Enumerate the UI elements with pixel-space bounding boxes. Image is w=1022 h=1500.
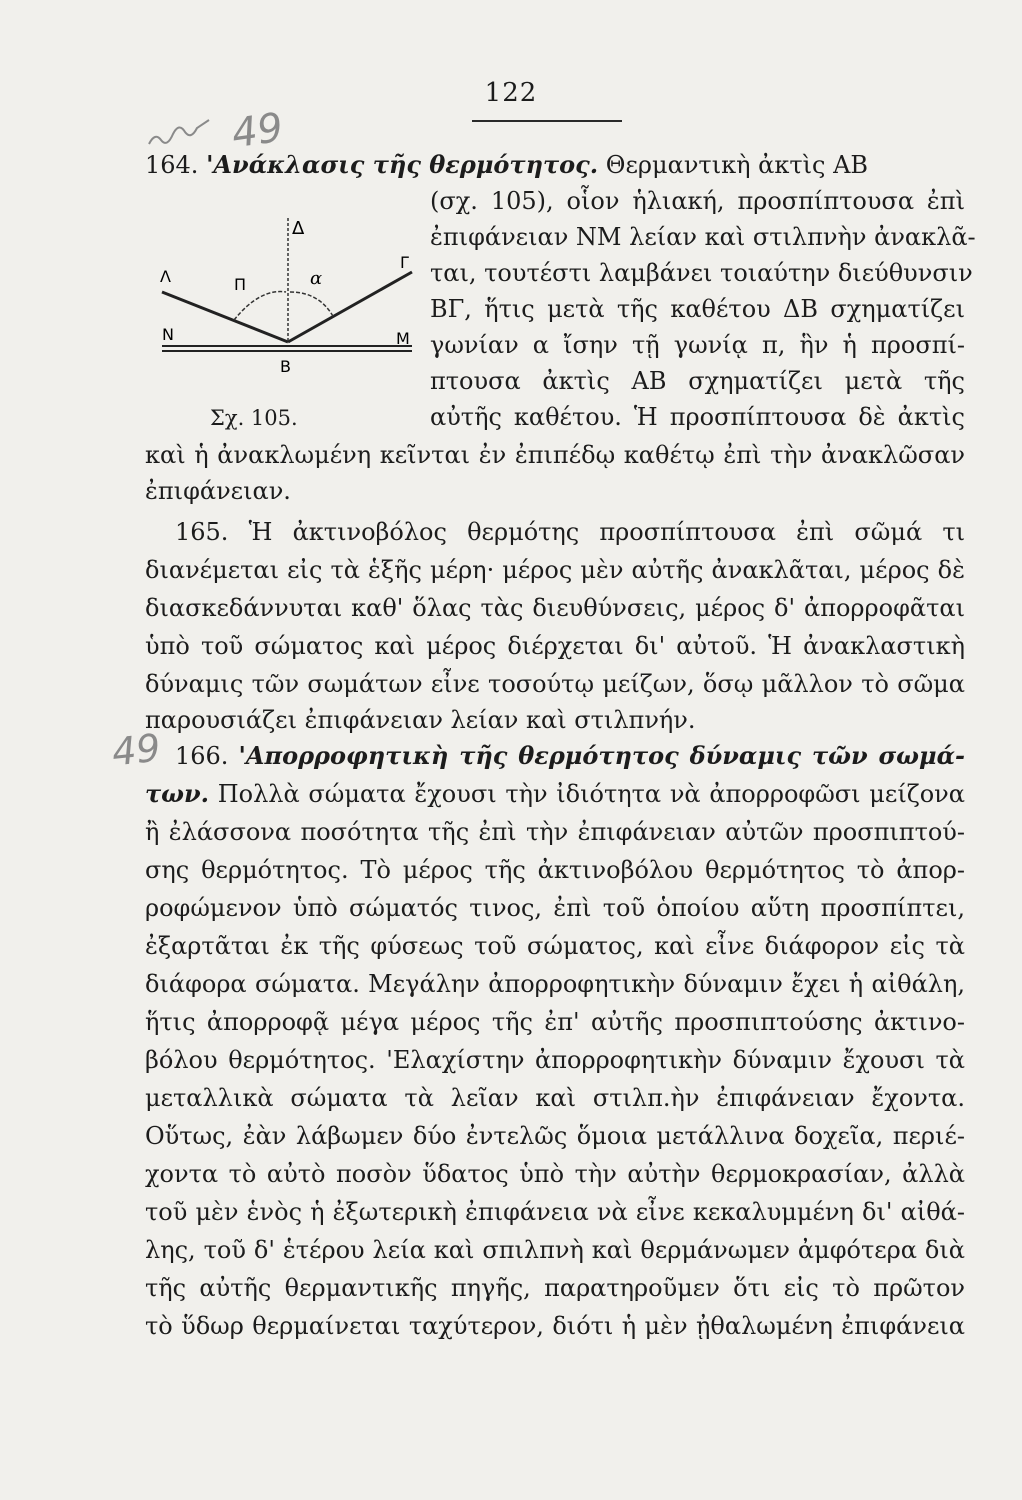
section-164-line: γωνίαν α ἴσην τῇ γωνίᾳ π, ἣν ἡ προσπί- — [430, 331, 965, 359]
section-166-line: ἥτις ἀπορροφᾷ μέγα μέρος τῆς ἐπ' αὐτῆς προσπιπτούσης ἀκτινο- — [145, 1008, 965, 1036]
label-beta: Β — [280, 357, 291, 376]
section-165-line: δύναμις τῶν σωμάτων εἶνε τοσούτῳ μείζων, ὅσῳ μᾶλλον τὸ σῶμα — [145, 670, 965, 698]
figure-caption: Σχ. 105. — [210, 406, 298, 430]
section-166-number: 166. — [175, 742, 229, 770]
section-164-line: καὶ ἡ ἀνακλωμένη κεῖνται ἐν ἐπιπέδῳ καθέτῳ ἐπὶ τὴν ἀνακλῶσαν — [145, 441, 965, 469]
section-164-title: 'Ανάκλασις τῆς θερμότητος. — [206, 150, 599, 179]
section-164-first-line — [145, 150, 868, 180]
section-166-line: τὸ ὕδωρ θερμαίνεται ταχύτερον, διότι ἡ μὲν ᾐθαλωμένη ἐπιφάνεια — [145, 1312, 965, 1340]
section-166-title: 'Απορροφητικὴ τῆς θερμότητος δύναμις τῶν σωμά- — [238, 741, 965, 770]
angle-alpha-arc — [290, 292, 334, 318]
section-166-line: βόλου θερμότητος. 'Ελαχίστην ἀπορροφητικὴν δύναμιν ἔχουσι τὰ — [145, 1046, 965, 1074]
section-165-line: διασκεδάννυται καθ' ὅλας τὰς διευθύνσεις, μέρος δ' ἀπορροφᾶται — [145, 594, 965, 622]
section-166-first-line — [175, 741, 965, 771]
section-166-line: χοντα τὸ αὐτὸ ποσὸν ὕδατος ὑπὸ τὴν αὐτὴν θερμοκρασίαν, ἀλλὰ — [145, 1160, 965, 1188]
section-166-line: λης, τοῦ δ' ἑτέρου λεία καὶ σπιλπνὴ καὶ θερμάνωμεν ἀμφότερα διὰ — [145, 1236, 965, 1264]
section-164-number: 164. — [145, 151, 199, 179]
section-166-title-end: των. — [145, 779, 210, 808]
label-alpha: α — [310, 268, 323, 289]
label-gamma: Γ — [400, 253, 409, 272]
section-166-line: τοῦ μὲν ἑνὸς ἡ ἐξωτερικὴ ἐπιφάνεια νὰ εἶνε κεκαλυμμένη δι' αἰθά- — [145, 1198, 965, 1226]
section-165-line: παρουσιάζει ἐπιφάνειαν λείαν καὶ στιλπνήν. — [145, 706, 696, 734]
section-166-line: ἐξαρτᾶται ἐκ τῆς φύσεως τοῦ σώματος, καὶ εἶνε διάφορον εἰς τὰ — [145, 932, 965, 960]
section-164-line: ἐπιφάνειαν. — [145, 477, 291, 505]
section-164-text: Θερμαντικὴ ἀκτὶς ΑΒ — [605, 151, 869, 179]
section-166-line: ἢ ἐλάσσονα ποσότητα τῆς ἐπὶ τὴν ἐπιφάνειαν αὐτῶν προσπιπτού- — [145, 818, 965, 846]
label-nu: Ν — [162, 325, 174, 344]
section-164-line: ται, τουτέστι λαμβάνει τοιαύτην διεύθυνσιν — [430, 259, 973, 287]
section-166-line: διάφορα σώματα. Μεγάλην ἀπορροφητικὴν δύναμιν ἔχει ἡ αἰθάλη, — [145, 970, 965, 998]
section-165-line: διανέμεται εἰς τὰ ἑξῆς μέρη· μέρος μὲν αὐτῆς ἀνακλᾶται, μέρος δὲ — [145, 556, 965, 584]
margin-note-top: 49 — [229, 104, 286, 158]
label-delta: Δ — [292, 218, 305, 239]
section-166-line: σης θερμότητος. Τὸ μέρος τῆς ἀκτινοβόλου θερμότητος τὸ ἀπορ- — [145, 856, 965, 884]
section-165-line: ὑπὸ τοῦ σώματος καὶ μέρος διέρχεται δι' αὐτοῦ. Ἡ ἀνακλαστικὴ — [145, 632, 965, 660]
label-lambda: Λ — [160, 267, 171, 286]
page-number-rule — [472, 120, 622, 122]
section-164-line: ΒΓ, ἥτις μετὰ τῆς καθέτου ΔΒ σχηματίζει — [430, 295, 965, 323]
section-166-line: τῆς αὐτῆς θερμαντικῆς πηγῆς, παρατηροῦμεν ὅτι εἰς τὸ πρῶτον — [145, 1274, 965, 1302]
angle-pi-arc — [234, 292, 286, 320]
page-number: 122 — [484, 78, 538, 108]
section-166-second-line — [145, 779, 965, 809]
section-166-line: Οὕτως, ἐὰν λάβωμεν δύο ἐντελῶς ὅμοια μετάλλινα δοχεῖα, περιέ- — [145, 1122, 965, 1150]
incident-ray-ab — [162, 292, 288, 342]
label-pi: Π — [234, 275, 247, 294]
section-164-line: (σχ. 105), οἷον ἡλιακή, προσπίπτουσα ἐπὶ — [430, 187, 965, 215]
section-166-text: Πολλὰ σώματα ἔχουσι τὴν ἰδιότητα νὰ ἀπορροφῶσι μείζονα — [217, 780, 965, 808]
label-mu: Μ — [396, 329, 410, 348]
figure-105-reflection-diagram — [150, 200, 420, 390]
section-166-line: μεταλλικὰ σώματα τὰ λεῖαν καὶ στιλπ.ὴν ἐπιφάνειαν ἔχοντα. — [145, 1084, 965, 1112]
section-166-line: ροφώμενον ὑπὸ σώματός τινος, ἐπὶ τοῦ ὁποίου αὕτη προσπίπτει, — [145, 894, 965, 922]
section-165-line: 165. Ἡ ἀκτινοβόλος θερμότης προσπίπτουσα ἐπὶ σῶμά τι — [175, 518, 965, 546]
margin-squiggle — [145, 112, 215, 152]
margin-note-166: 49 — [109, 725, 163, 775]
section-164-line: πτουσα ἀκτὶς ΑΒ σχηματίζει μετὰ τῆς — [430, 367, 965, 395]
section-164-line: ἐπιφάνειαν ΝΜ λείαν καὶ στιλπνὴν ἀνακλᾶ- — [430, 223, 976, 251]
section-164-line: αὐτῆς καθέτου. Ἡ προσπίπτουσα δὲ ἀκτὶς — [430, 403, 965, 431]
reflected-ray-bg — [288, 272, 412, 342]
